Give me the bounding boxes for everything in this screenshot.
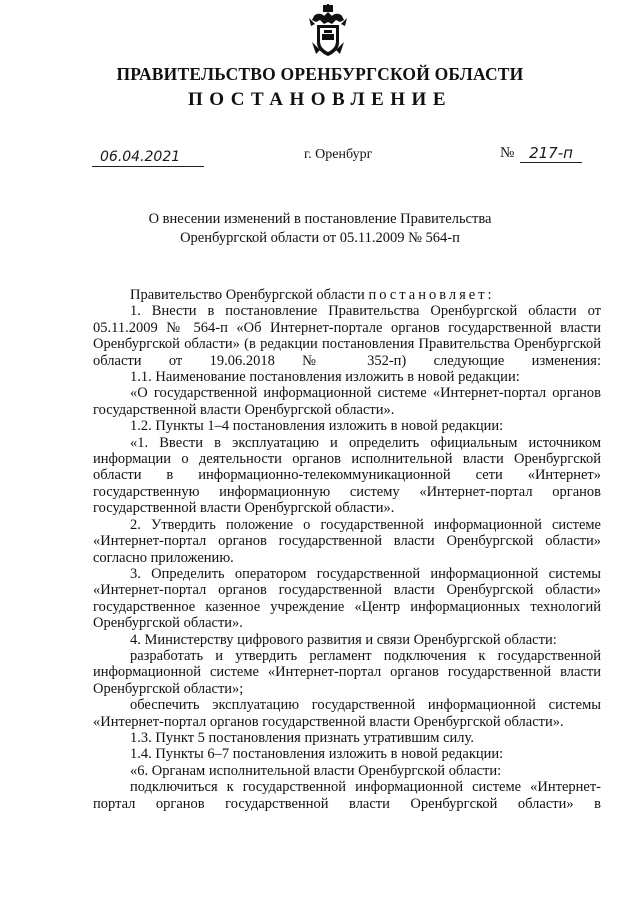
body-paragraph: обеспечить эксплуатацию государственной информационной системы «Интернет-портал органов государственной власти Оренбургской области». <box>93 697 601 730</box>
body-paragraph: «1. Ввести в эксплуатацию и определить официальным источником информации о деятельности органов исполнительной власти Оренбургской области в информационно-телекоммуникационной сети «Интернет» государственную информационную систему «Интернет-портал органов государственной власти Оренбургской области». <box>93 434 601 517</box>
body-paragraph: 1.1. Наименование постановления изложить в новой редакции: <box>130 369 520 386</box>
document-date: 06.04.2021 <box>92 148 204 167</box>
document-body <box>93 287 601 812</box>
body-paragraph: «О государственной информационной системе «Интернет-портал органов государственной власти Оренбургской области». <box>93 385 601 418</box>
body-paragraph: 1.4. Пункты 6–7 постановления изложить в новой редакции: <box>130 746 504 763</box>
body-paragraph: 2. Утвердить положение о государственной информационной системе «Интернет-портал органов государственной власти Оренбургской области» согласно приложению. <box>93 516 601 566</box>
body-paragraph: 4. Министерству цифрового развития и связи Оренбургской области: <box>130 631 557 648</box>
document-type: ПОСТАНОВЛЕНИЕ <box>187 89 453 110</box>
body-paragraph: подключиться к государственной информационной системе «Интернет-портал органов государственной власти Оренбургской области» в <box>93 779 601 812</box>
body-paragraph: 1. Внести в постановление Правительства Оренбургской области от 05.11.2009 № 564-п «Об Интернет-портале органов государственной власти Оренбургской области» (в редакции постановления Правительства Оренбургской области от 19.06.2018 № 352-п) следующие изменения: <box>93 303 601 369</box>
document-city: г. Оренбург <box>304 147 373 162</box>
intro-prefix: Правительство Оренбургской области <box>130 287 365 303</box>
document-number: 217-п <box>520 144 582 163</box>
intro-paragraph <box>93 287 601 303</box>
body-paragraph: 3. Определить оператором государственной информационной системы «Интернет-портал органов государственной власти Оренбургской области» государственное казенное учреждение «Центр информационных технологий Оренбургской области». <box>93 565 601 632</box>
subject-line: Оренбургской области от 05.11.2009 № 564-п <box>180 230 460 246</box>
coat-of-arms-emblem <box>306 4 350 60</box>
body-paragraph: разработать и утвердить регламент подключения к государственной информационной системе «Интернет-портал органов государственной власти Оренбургской области»; <box>93 647 601 697</box>
document-subject <box>0 210 640 248</box>
body-paragraph: 1.3. Пункт 5 постановления признать утратившим силу. <box>130 729 474 746</box>
subject-line: О внесении изменений в постановление Правительства <box>148 211 492 227</box>
intro-verb: постановляет: <box>368 287 495 303</box>
government-title: ПРАВИТЕЛЬСТВО ОРЕНБУРГСКОЙ ОБЛАСТИ <box>116 64 524 84</box>
body-paragraph: 1.2. Пункты 1–4 постановления изложить в новой редакции: <box>130 418 504 435</box>
body-paragraph: «6. Органам исполнительной власти Оренбургской области: <box>130 762 502 779</box>
number-sign: № <box>500 145 515 161</box>
